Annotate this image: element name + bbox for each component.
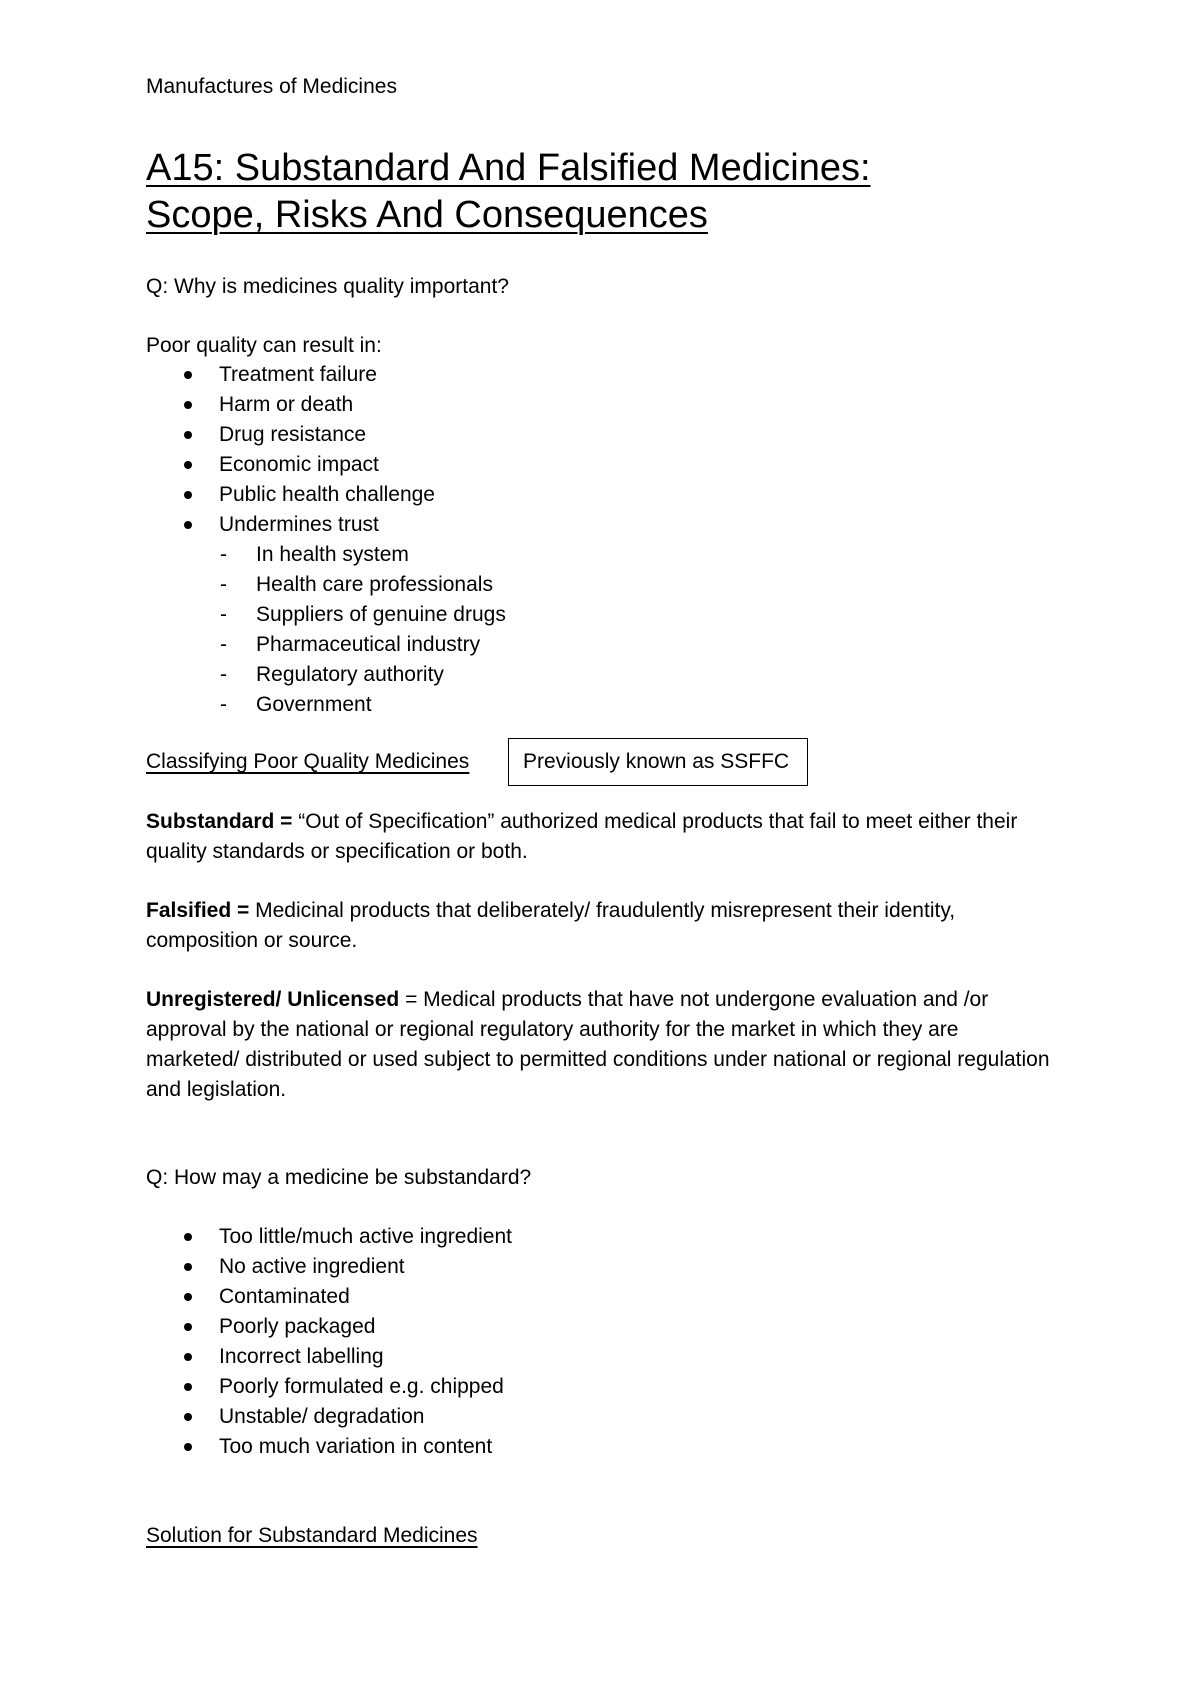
list-item: Poorly packaged [146,1312,512,1342]
dash-icon: - [220,573,227,596]
list-item: Drug resistance [146,420,435,450]
list-item: - Health care professionals [146,570,506,600]
bullet-icon [184,431,192,439]
list-item: Treatment failure [146,360,435,390]
bullet-icon [184,491,192,499]
dash-icon: - [220,693,227,716]
list-item: Too little/much active ingredient [146,1222,512,1252]
dash-icon: - [220,603,227,626]
question-why-quality: Q: Why is medicines quality important? [146,275,509,298]
question-how-substandard: Q: How may a medicine be substandard? [146,1166,532,1189]
list-item: - Pharmaceutical industry [146,630,506,660]
bullet-icon [184,1323,192,1331]
solution-heading: Solution for Substandard Medicines [146,1524,478,1547]
classifying-heading: Classifying Poor Quality Medicines [146,750,470,773]
page-header: Manufactures of Medicines [146,75,397,98]
list-item: Poorly formulated e.g. chipped [146,1372,512,1402]
bullet-icon [184,1413,192,1421]
definition-unregistered: Unregistered/ Unlicensed = Medical products that have not undergone evaluation and /or approval by the national or regional regulatory authority for the market in which they are marketed/ distributed or used subject to permitted conditions under national or regional regulation and legislation. [146,988,1050,1101]
bullet-icon [184,1233,192,1241]
list-item: Undermines trust [146,510,435,540]
list-item: No active ingredient [146,1252,512,1282]
bullet-icon [184,1293,192,1301]
dash-icon: - [220,633,227,656]
definition-substandard: Substandard = “Out of Specification” authorized medical products that fail to meet either their quality standards or specification or both. [146,810,1018,863]
bullet-icon [184,401,192,409]
dash-icon: - [220,543,227,566]
dash-icon: - [220,663,227,686]
ssffc-note-box: Previously known as SSFFC [508,738,808,786]
bullet-icon [184,461,192,469]
list-item: Economic impact [146,450,435,480]
document-title-line-1: A15: Substandard And Falsified Medicines: [146,147,871,189]
bullet-icon [184,371,192,379]
list-item: Harm or death [146,390,435,420]
document-title-line-2: Scope, Risks And Consequences [146,194,708,236]
substandard-ways-list [146,1222,512,1462]
list-item: Unstable/ degradation [146,1402,512,1432]
definition-falsified: Falsified = Medicinal products that deliberately/ fraudulently misrepresent their identity, composition or source. [146,899,956,952]
list-item: Public health challenge [146,480,435,510]
bullet-icon [184,1443,192,1451]
list-item: Too much variation in content [146,1432,512,1462]
poor-quality-intro: Poor quality can result in: [146,334,382,357]
list-item: Contaminated [146,1282,512,1312]
poor-quality-list [146,360,435,540]
list-item: Incorrect labelling [146,1342,512,1372]
bullet-icon [184,521,192,529]
undermines-trust-sublist [146,540,506,720]
list-item: - Government [146,690,506,720]
list-item: - Regulatory authority [146,660,506,690]
bullet-icon [184,1353,192,1361]
bullet-icon [184,1383,192,1391]
bullet-icon [184,1263,192,1271]
list-item: - Suppliers of genuine drugs [146,600,506,630]
list-item: - In health system [146,540,506,570]
